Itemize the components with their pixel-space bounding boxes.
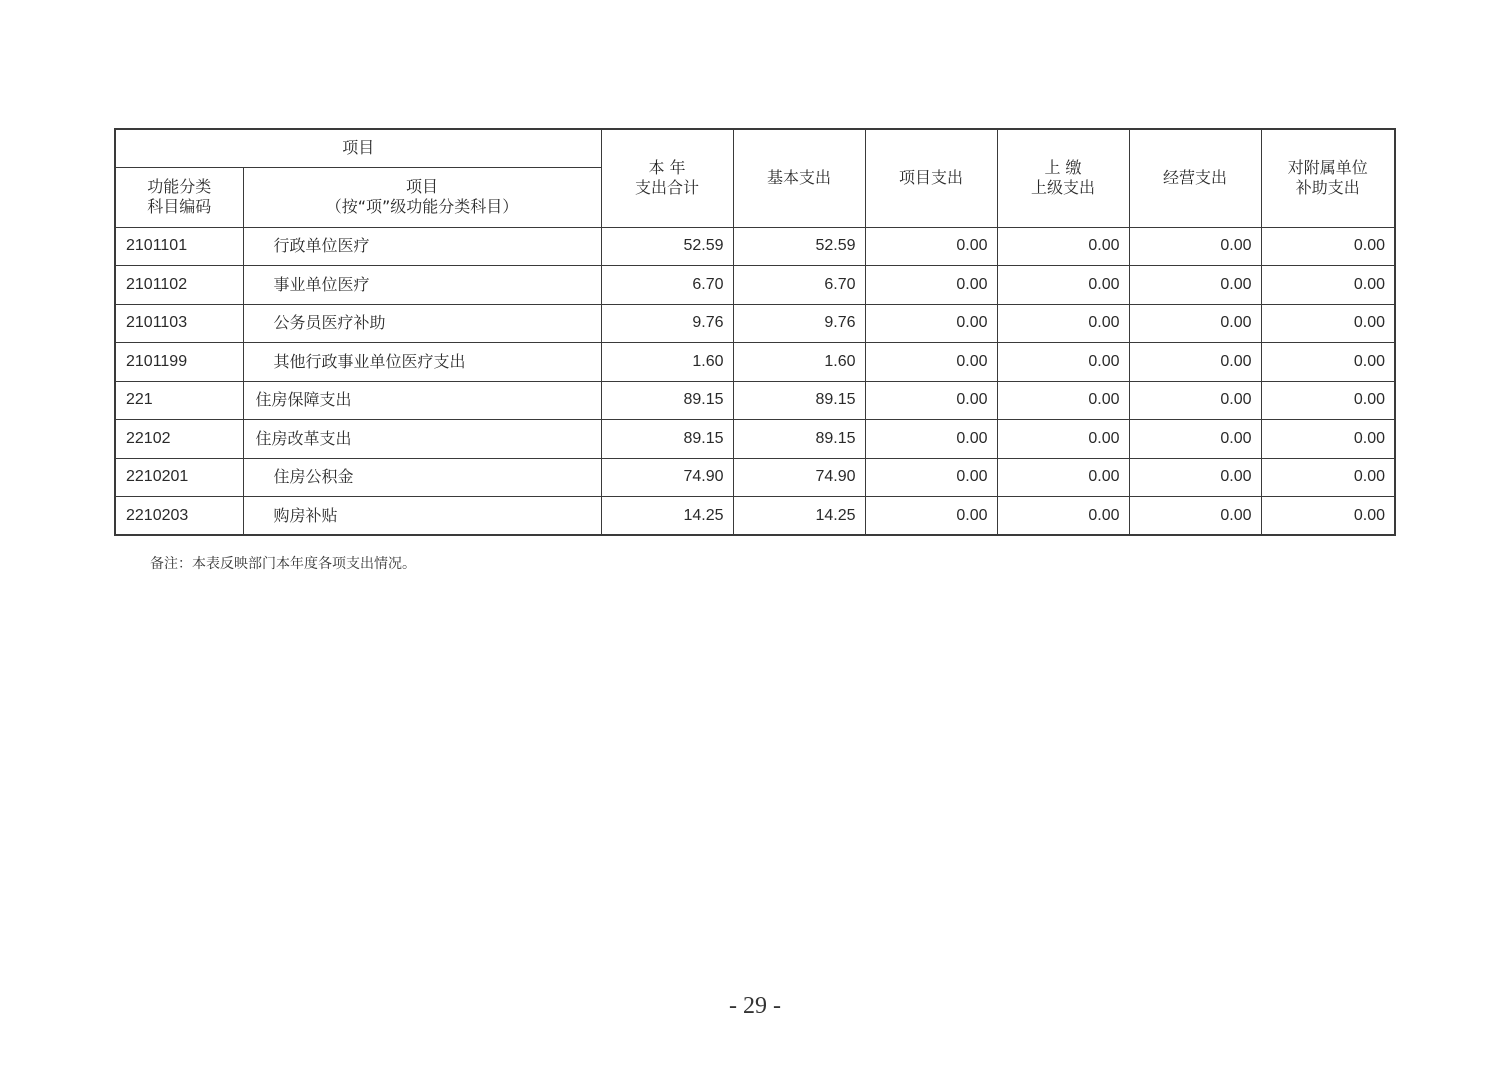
cell-basic: 14.25 bbox=[733, 497, 865, 536]
cell-code: 2101199 bbox=[115, 343, 243, 382]
cell-operating: 0.00 bbox=[1129, 420, 1261, 459]
cell-operating: 0.00 bbox=[1129, 458, 1261, 497]
cell-project: 0.00 bbox=[865, 458, 997, 497]
cell-code: 2101103 bbox=[115, 304, 243, 343]
header-upper-line: 上 缴 bbox=[1044, 158, 1082, 178]
cell-operating: 0.00 bbox=[1129, 497, 1261, 536]
table-body bbox=[115, 227, 1395, 535]
cell-basic: 1.60 bbox=[733, 343, 865, 382]
header-func-code bbox=[115, 167, 243, 227]
cell-operating: 0.00 bbox=[1129, 227, 1261, 266]
cell-upper: 0.00 bbox=[997, 304, 1129, 343]
header-item-name-line: （按“项”级功能分类科目） bbox=[325, 197, 519, 216]
cell-total: 1.60 bbox=[601, 343, 733, 382]
header-subsidy-line: 补助支出 bbox=[1295, 178, 1360, 198]
cell-code: 2210201 bbox=[115, 458, 243, 497]
cell-name: 住房公积金 bbox=[243, 458, 601, 497]
cell-project: 0.00 bbox=[865, 266, 997, 305]
table-row bbox=[115, 458, 1395, 497]
header-func-code-line: 功能分类 bbox=[147, 177, 212, 196]
header-subsidy-line: 对附属单位 bbox=[1287, 158, 1368, 178]
cell-total: 89.15 bbox=[601, 381, 733, 420]
cell-total: 14.25 bbox=[601, 497, 733, 536]
cell-name: 事业单位医疗 bbox=[243, 266, 601, 305]
cell-name: 购房补贴 bbox=[243, 497, 601, 536]
cell-code: 2101101 bbox=[115, 227, 243, 266]
expenditure-table bbox=[114, 128, 1396, 536]
cell-basic: 89.15 bbox=[733, 420, 865, 459]
cell-name: 公务员医疗补助 bbox=[243, 304, 601, 343]
header-total-line: 支出合计 bbox=[635, 178, 700, 198]
header-upper-line: 上级支出 bbox=[1031, 178, 1096, 198]
header-item-name bbox=[243, 167, 601, 227]
cell-total: 52.59 bbox=[601, 227, 733, 266]
cell-upper: 0.00 bbox=[997, 227, 1129, 266]
cell-subsidy: 0.00 bbox=[1261, 420, 1395, 459]
header-subsidy bbox=[1261, 129, 1395, 227]
cell-project: 0.00 bbox=[865, 343, 997, 382]
table-row bbox=[115, 343, 1395, 382]
header-basic: 基本支出 bbox=[733, 129, 865, 227]
cell-subsidy: 0.00 bbox=[1261, 266, 1395, 305]
cell-basic: 6.70 bbox=[733, 266, 865, 305]
cell-name: 行政单位医疗 bbox=[243, 227, 601, 266]
cell-upper: 0.00 bbox=[997, 381, 1129, 420]
cell-subsidy: 0.00 bbox=[1261, 381, 1395, 420]
cell-upper: 0.00 bbox=[997, 266, 1129, 305]
cell-upper: 0.00 bbox=[997, 458, 1129, 497]
header-project: 项目支出 bbox=[865, 129, 997, 227]
header-total bbox=[601, 129, 733, 227]
cell-operating: 0.00 bbox=[1129, 343, 1261, 382]
header-item-name-line: 项目 bbox=[406, 177, 439, 196]
cell-subsidy: 0.00 bbox=[1261, 227, 1395, 266]
cell-project: 0.00 bbox=[865, 227, 997, 266]
cell-total: 89.15 bbox=[601, 420, 733, 459]
cell-total: 6.70 bbox=[601, 266, 733, 305]
cell-total: 9.76 bbox=[601, 304, 733, 343]
table-row bbox=[115, 304, 1395, 343]
cell-upper: 0.00 bbox=[997, 497, 1129, 536]
cell-basic: 52.59 bbox=[733, 227, 865, 266]
table-row bbox=[115, 266, 1395, 305]
cell-project: 0.00 bbox=[865, 304, 997, 343]
cell-basic: 74.90 bbox=[733, 458, 865, 497]
header-upper bbox=[997, 129, 1129, 227]
cell-subsidy: 0.00 bbox=[1261, 497, 1395, 536]
table-row bbox=[115, 497, 1395, 536]
cell-upper: 0.00 bbox=[997, 420, 1129, 459]
header-func-code-line: 科目编码 bbox=[147, 197, 212, 216]
table-row bbox=[115, 420, 1395, 459]
cell-total: 74.90 bbox=[601, 458, 733, 497]
page-number: - 29 - bbox=[729, 993, 781, 1019]
cell-name: 住房保障支出 bbox=[243, 381, 601, 420]
cell-subsidy: 0.00 bbox=[1261, 458, 1395, 497]
cell-operating: 0.00 bbox=[1129, 266, 1261, 305]
cell-name: 住房改革支出 bbox=[243, 420, 601, 459]
cell-operating: 0.00 bbox=[1129, 304, 1261, 343]
cell-code: 2210203 bbox=[115, 497, 243, 536]
table-row bbox=[115, 227, 1395, 266]
table-row bbox=[115, 381, 1395, 420]
cell-upper: 0.00 bbox=[997, 343, 1129, 382]
cell-project: 0.00 bbox=[865, 420, 997, 459]
cell-code: 22102 bbox=[115, 420, 243, 459]
cell-project: 0.00 bbox=[865, 497, 997, 536]
cell-subsidy: 0.00 bbox=[1261, 304, 1395, 343]
cell-project: 0.00 bbox=[865, 381, 997, 420]
cell-code: 221 bbox=[115, 381, 243, 420]
cell-operating: 0.00 bbox=[1129, 381, 1261, 420]
cell-basic: 89.15 bbox=[733, 381, 865, 420]
header-operating: 经营支出 bbox=[1129, 129, 1261, 227]
table-header bbox=[115, 129, 1395, 227]
header-item-group: 项目 bbox=[115, 129, 601, 167]
cell-name: 其他行政事业单位医疗支出 bbox=[243, 343, 601, 382]
header-total-line: 本 年 bbox=[648, 158, 686, 178]
table-note: 备注：本表反映部门本年度各项支出情况。 bbox=[150, 556, 416, 572]
cell-subsidy: 0.00 bbox=[1261, 343, 1395, 382]
cell-code: 2101102 bbox=[115, 266, 243, 305]
cell-basic: 9.76 bbox=[733, 304, 865, 343]
